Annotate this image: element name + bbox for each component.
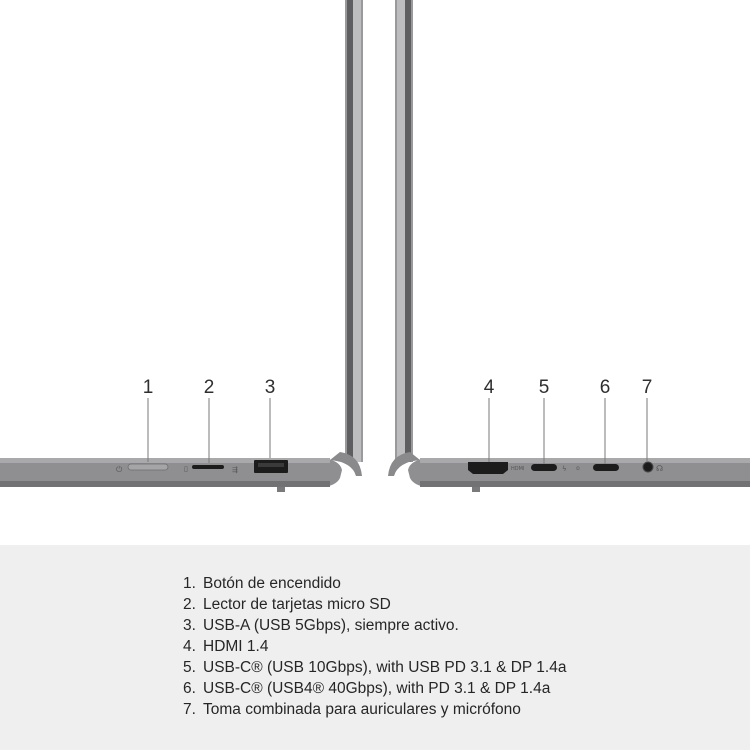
microsd-slot [192, 465, 224, 469]
left-laptop [0, 0, 363, 492]
legend-item [183, 636, 566, 657]
port-legend [0, 545, 750, 750]
usb-c-1-symbol-icon: ϟ [562, 465, 567, 473]
legend-item-text: USB-A (USB 5Gbps), siempre activo. [203, 617, 459, 634]
sd-card-icon: ▯ [184, 465, 188, 473]
left-base-bottom-edge [0, 481, 330, 487]
hdmi-symbol-icon: HDMI [511, 466, 525, 472]
legend-item-text: Toma combinada para auriculares y micrófono [203, 701, 521, 718]
left-foot [277, 487, 285, 492]
power-symbol-icon: ⏻ [116, 465, 123, 474]
port-legend-list [183, 573, 566, 720]
callout-number-7: 7 [641, 377, 653, 398]
legend-item [183, 615, 566, 636]
usb-c-port-2 [593, 464, 619, 471]
legend-item-number: 2. [183, 596, 196, 613]
usb-c-port-1 [531, 464, 557, 471]
left-lid-highlight [353, 0, 361, 462]
legend-item-number: 1. [183, 575, 196, 592]
legend-item-number: 4. [183, 638, 196, 655]
headset-icon: ☊ [656, 464, 664, 473]
right-lid-highlight [397, 0, 405, 462]
legend-item [183, 573, 566, 594]
usb-a-port-inner [258, 463, 284, 467]
legend-item-text: HDMI 1.4 [203, 638, 269, 655]
callout-number-5: 5 [538, 377, 550, 398]
left-lid-edge [347, 0, 353, 462]
hdmi-port [468, 462, 508, 474]
legend-item-number: 3. [183, 617, 196, 634]
legend-item-text: Lector de tarjetas micro SD [203, 596, 391, 613]
right-lid-edge [405, 0, 411, 462]
legend-item [183, 657, 566, 678]
legend-item [183, 699, 566, 720]
right-laptop [388, 0, 750, 492]
power-button [128, 464, 168, 470]
legend-item-number: 6. [183, 680, 196, 697]
legend-item-text: USB-C® (USB 10Gbps), with USB PD 3.1 & DP 1.4a [203, 659, 567, 676]
right-base-bottom-edge [420, 481, 750, 487]
legend-item-text: Botón de encendido [203, 575, 341, 592]
right-foot [472, 487, 480, 492]
legend-item [183, 594, 566, 615]
callout-number-2: 2 [203, 377, 215, 398]
callout-number-1: 1 [142, 377, 154, 398]
legend-item-number: 7. [183, 701, 196, 718]
callout-number-3: 3 [264, 377, 276, 398]
audio-jack [643, 462, 653, 472]
callout-number-6: 6 [599, 377, 611, 398]
legend-item-number: 5. [183, 659, 196, 676]
legend-item-text: USB-C® (USB4® 40Gbps), with PD 3.1 & DP 1.4a [203, 680, 551, 697]
usb-symbol-icon: ⇶ [232, 466, 238, 474]
usb-c-2-symbol-icon: ⏲ [576, 466, 580, 472]
callout-number-4: 4 [483, 377, 495, 398]
legend-item [183, 678, 566, 699]
